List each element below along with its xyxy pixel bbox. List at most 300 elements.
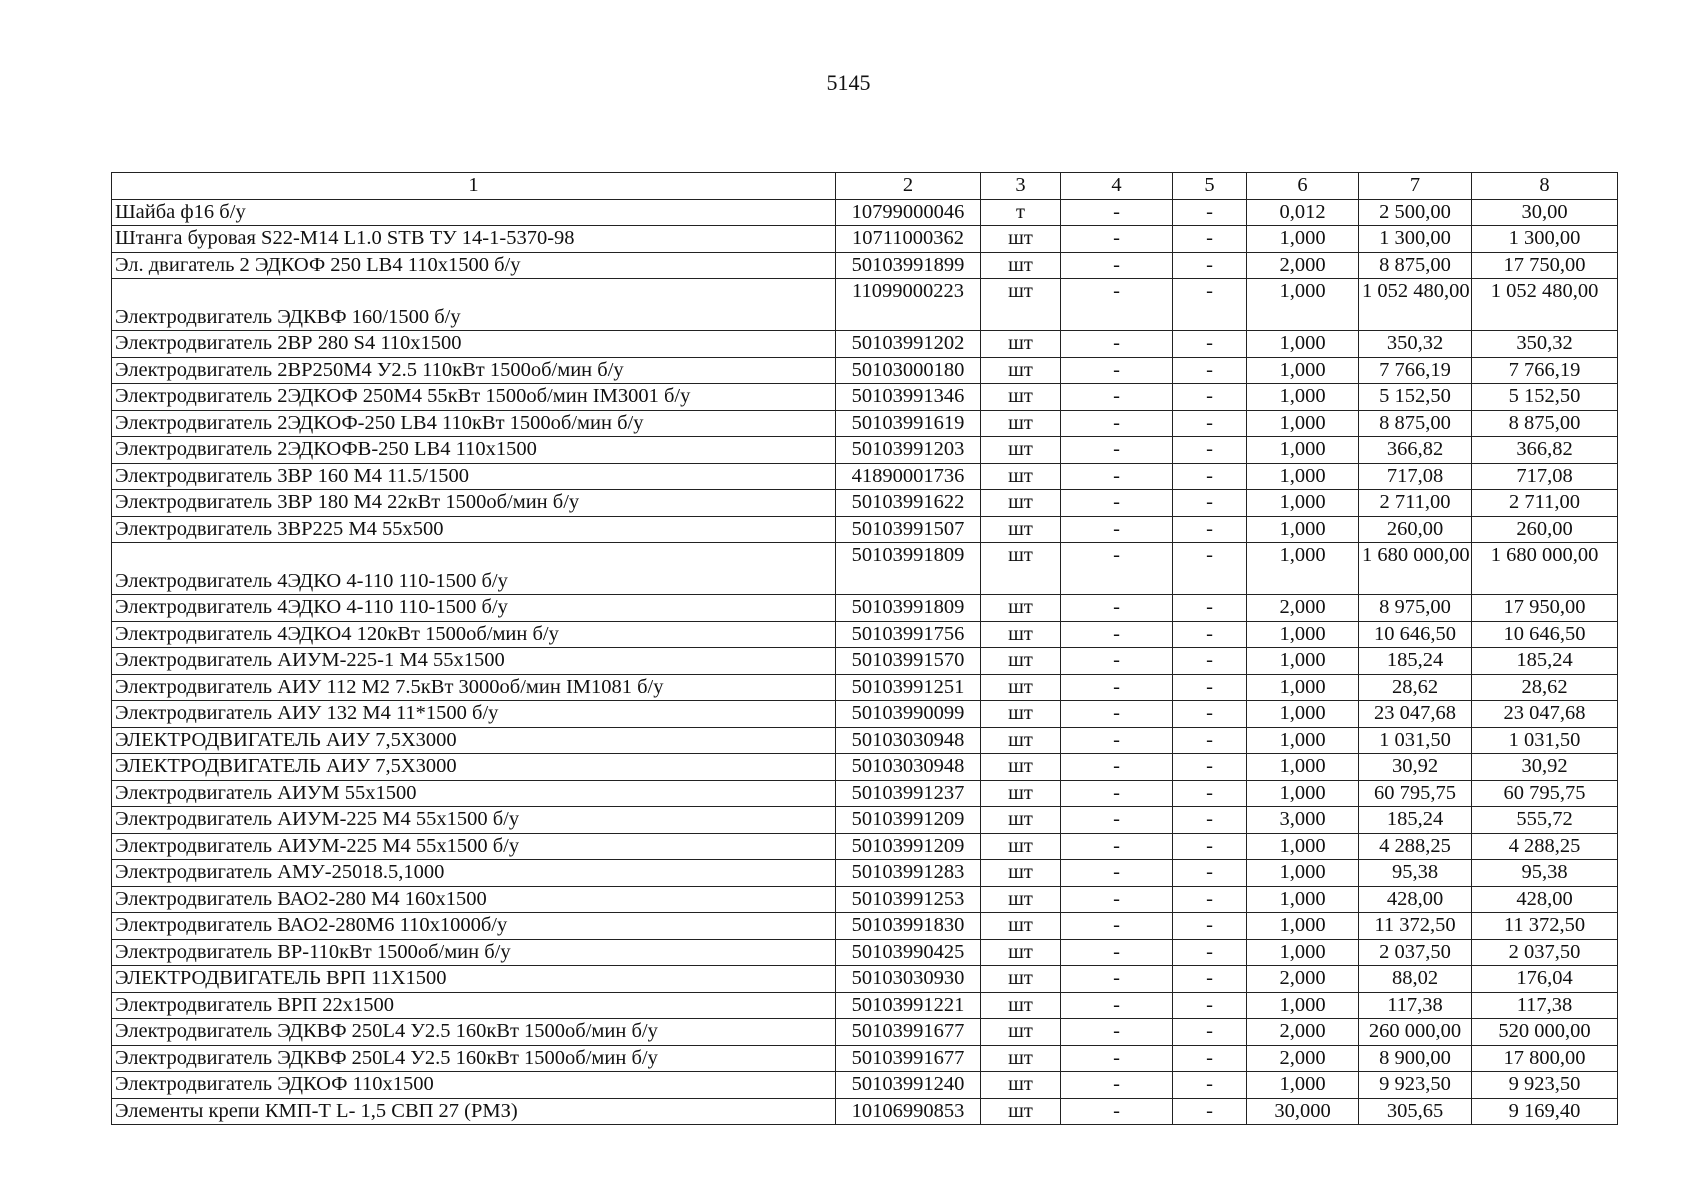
unit-cell: шт: [981, 279, 1061, 331]
item-name-cell: Электродвигатель 3ВР 180 М4 22кВт 1500об/мин б/у: [112, 490, 836, 517]
total-cell: 2 037,50: [1472, 939, 1618, 966]
col4-cell: -: [1061, 621, 1173, 648]
price-cell: 23 047,68: [1359, 701, 1472, 728]
col5-cell: -: [1173, 966, 1247, 993]
unit-cell: шт: [981, 543, 1061, 595]
unit-cell: шт: [981, 1019, 1061, 1046]
price-cell: 30,92: [1359, 754, 1472, 781]
item-name-cell: ЭЛЕКТРОДВИГАТЕЛЬ ВРП 11Х1500: [112, 966, 836, 993]
item-name-cell: Электродвигатель 2ЭДКОФВ-250 LB4 110х1500: [112, 437, 836, 464]
item-code-cell: 11099000223: [836, 279, 981, 331]
unit-cell: шт: [981, 807, 1061, 834]
item-name-cell: Электродвигатель 2ВР250М4 У2.5 110кВт 1500об/мин б/у: [112, 357, 836, 384]
item-name-cell: Электродвигатель 4ЭДКО 4-110 110-1500 б/у: [112, 595, 836, 622]
item-name-cell: Эл. двигатель 2 ЭДКОФ 250 LB4 110х1500 б/у: [112, 252, 836, 279]
table-row: [112, 674, 1618, 701]
col4-cell: -: [1061, 463, 1173, 490]
item-code-cell: 50103030948: [836, 727, 981, 754]
price-cell: 11 372,50: [1359, 913, 1472, 940]
unit-cell: шт: [981, 727, 1061, 754]
col4-cell: -: [1061, 1098, 1173, 1125]
item-code-cell: 50103000180: [836, 357, 981, 384]
table-row: [112, 780, 1618, 807]
item-code-cell: 10799000046: [836, 199, 981, 226]
col4-cell: -: [1061, 331, 1173, 358]
unit-cell: шт: [981, 384, 1061, 411]
price-cell: 4 288,25: [1359, 833, 1472, 860]
col5-cell: -: [1173, 701, 1247, 728]
item-name-cell: Электродвигатель ЭДКВФ 160/1500 б/у: [112, 279, 836, 331]
table-row: [112, 913, 1618, 940]
quantity-cell: 1,000: [1247, 1072, 1359, 1099]
table-row: [112, 543, 1618, 595]
quantity-cell: 1,000: [1247, 674, 1359, 701]
col4-cell: -: [1061, 860, 1173, 887]
price-cell: 717,08: [1359, 463, 1472, 490]
unit-cell: шт: [981, 621, 1061, 648]
table-row: [112, 279, 1618, 331]
total-cell: 4 288,25: [1472, 833, 1618, 860]
col4-cell: -: [1061, 807, 1173, 834]
unit-cell: шт: [981, 833, 1061, 860]
quantity-cell: 1,000: [1247, 939, 1359, 966]
col4-cell: -: [1061, 833, 1173, 860]
unit-cell: шт: [981, 860, 1061, 887]
col4-cell: -: [1061, 490, 1173, 517]
total-cell: 9 169,40: [1472, 1098, 1618, 1125]
col4-cell: -: [1061, 886, 1173, 913]
quantity-cell: 1,000: [1247, 543, 1359, 595]
item-code-cell: 50103991240: [836, 1072, 981, 1099]
item-code-cell: 50103991830: [836, 913, 981, 940]
col5-cell: -: [1173, 833, 1247, 860]
table-row: [112, 252, 1618, 279]
price-cell: 60 795,75: [1359, 780, 1472, 807]
item-name-cell: ЭЛЕКТРОДВИГАТЕЛЬ АИУ 7,5Х3000: [112, 754, 836, 781]
item-name-cell: Электродвигатель АИУМ 55х1500: [112, 780, 836, 807]
table-row: [112, 939, 1618, 966]
item-name-cell: Электродвигатель 2ЭДКОФ-250 LB4 110кВт 1500об/мин б/у: [112, 410, 836, 437]
unit-cell: шт: [981, 754, 1061, 781]
quantity-cell: 1,000: [1247, 621, 1359, 648]
col4-cell: -: [1061, 727, 1173, 754]
price-cell: 1 300,00: [1359, 226, 1472, 253]
item-name-cell: Электродвигатель АИУ 112 М2 7.5кВт 3000об/мин IM1081 б/у: [112, 674, 836, 701]
item-name-cell: Электродвигатель 3ВР 160 М4 11.5/1500: [112, 463, 836, 490]
total-cell: 117,38: [1472, 992, 1618, 1019]
total-cell: 2 711,00: [1472, 490, 1618, 517]
item-name-cell: Электродвигатель 2ВР 280 S4 110х1500: [112, 331, 836, 358]
price-cell: 350,32: [1359, 331, 1472, 358]
total-cell: 520 000,00: [1472, 1019, 1618, 1046]
col4-cell: -: [1061, 410, 1173, 437]
col5-cell: -: [1173, 437, 1247, 464]
quantity-cell: 1,000: [1247, 437, 1359, 464]
unit-cell: шт: [981, 701, 1061, 728]
col-header-1: 1: [112, 173, 836, 200]
price-cell: 95,38: [1359, 860, 1472, 887]
col4-cell: -: [1061, 1019, 1173, 1046]
col-header-7: 7: [1359, 173, 1472, 200]
quantity-cell: 1,000: [1247, 490, 1359, 517]
total-cell: 30,92: [1472, 754, 1618, 781]
table-row: [112, 833, 1618, 860]
unit-cell: шт: [981, 674, 1061, 701]
item-name-cell: Элементы крепи КМП-Т L- 1,5 СВП 27 (РМЗ): [112, 1098, 836, 1125]
unit-cell: шт: [981, 331, 1061, 358]
col4-cell: -: [1061, 1045, 1173, 1072]
item-code-cell: 10106990853: [836, 1098, 981, 1125]
table-row: [112, 410, 1618, 437]
price-cell: 9 923,50: [1359, 1072, 1472, 1099]
col4-cell: -: [1061, 226, 1173, 253]
total-cell: 28,62: [1472, 674, 1618, 701]
unit-cell: шт: [981, 886, 1061, 913]
item-code-cell: 50103030930: [836, 966, 981, 993]
item-code-cell: 50103991756: [836, 621, 981, 648]
price-cell: 185,24: [1359, 807, 1472, 834]
table-row: [112, 331, 1618, 358]
price-cell: 428,00: [1359, 886, 1472, 913]
quantity-cell: 1,000: [1247, 410, 1359, 437]
item-name-cell: ЭЛЕКТРОДВИГАТЕЛЬ АИУ 7,5Х3000: [112, 727, 836, 754]
table-row: [112, 357, 1618, 384]
unit-cell: шт: [981, 1045, 1061, 1072]
quantity-cell: 1,000: [1247, 754, 1359, 781]
total-cell: 10 646,50: [1472, 621, 1618, 648]
total-cell: 1 052 480,00: [1472, 279, 1618, 331]
col4-cell: -: [1061, 913, 1173, 940]
total-cell: 428,00: [1472, 886, 1618, 913]
table-row: [112, 807, 1618, 834]
quantity-cell: 1,000: [1247, 516, 1359, 543]
total-cell: 60 795,75: [1472, 780, 1618, 807]
price-cell: 260,00: [1359, 516, 1472, 543]
total-cell: 11 372,50: [1472, 913, 1618, 940]
price-cell: 185,24: [1359, 648, 1472, 675]
total-cell: 17 950,00: [1472, 595, 1618, 622]
item-code-cell: 50103991346: [836, 384, 981, 411]
price-cell: 28,62: [1359, 674, 1472, 701]
item-name-cell: Электродвигатель АИУМ-225 М4 55х1500 б/у: [112, 807, 836, 834]
item-code-cell: 50103991809: [836, 595, 981, 622]
table-row: [112, 966, 1618, 993]
item-code-cell: 50103991209: [836, 807, 981, 834]
item-code-cell: 50103991677: [836, 1045, 981, 1072]
total-cell: 350,32: [1472, 331, 1618, 358]
quantity-cell: 1,000: [1247, 886, 1359, 913]
unit-cell: шт: [981, 1072, 1061, 1099]
quantity-cell: 2,000: [1247, 1019, 1359, 1046]
total-cell: 95,38: [1472, 860, 1618, 887]
quantity-cell: 1,000: [1247, 463, 1359, 490]
item-name-cell: Электродвигатель ЭДКВФ 250L4 У2.5 160кВт 1500об/мин б/у: [112, 1019, 836, 1046]
item-code-cell: 50103991251: [836, 674, 981, 701]
price-cell: 260 000,00: [1359, 1019, 1472, 1046]
price-cell: 8 875,00: [1359, 252, 1472, 279]
header-row: [112, 173, 1618, 200]
quantity-cell: 1,000: [1247, 860, 1359, 887]
price-cell: 366,82: [1359, 437, 1472, 464]
col4-cell: -: [1061, 279, 1173, 331]
item-code-cell: 50103991221: [836, 992, 981, 1019]
price-cell: 2 711,00: [1359, 490, 1472, 517]
col5-cell: -: [1173, 727, 1247, 754]
unit-cell: шт: [981, 463, 1061, 490]
col-header-6: 6: [1247, 173, 1359, 200]
unit-cell: т: [981, 199, 1061, 226]
unit-cell: шт: [981, 992, 1061, 1019]
quantity-cell: 1,000: [1247, 701, 1359, 728]
item-name-cell: Электродвигатель 2ЭДКОФ 250М4 55кВт 1500об/мин IM3001 б/у: [112, 384, 836, 411]
table-row: [112, 621, 1618, 648]
total-cell: 9 923,50: [1472, 1072, 1618, 1099]
col5-cell: -: [1173, 199, 1247, 226]
col-header-5: 5: [1173, 173, 1247, 200]
col5-cell: -: [1173, 754, 1247, 781]
table-row: [112, 648, 1618, 675]
price-cell: 10 646,50: [1359, 621, 1472, 648]
item-name-cell: Электродвигатель АИУМ-225 М4 55х1500 б/у: [112, 833, 836, 860]
item-code-cell: 50103991202: [836, 331, 981, 358]
col4-cell: -: [1061, 516, 1173, 543]
quantity-cell: 3,000: [1247, 807, 1359, 834]
item-code-cell: 50103991209: [836, 833, 981, 860]
unit-cell: шт: [981, 648, 1061, 675]
col5-cell: -: [1173, 621, 1247, 648]
total-cell: 366,82: [1472, 437, 1618, 464]
table-row: [112, 701, 1618, 728]
col-header-4: 4: [1061, 173, 1173, 200]
table-row: [112, 1072, 1618, 1099]
quantity-cell: 2,000: [1247, 966, 1359, 993]
col5-cell: -: [1173, 780, 1247, 807]
col4-cell: -: [1061, 543, 1173, 595]
col5-cell: -: [1173, 357, 1247, 384]
col4-cell: -: [1061, 199, 1173, 226]
col5-cell: -: [1173, 1072, 1247, 1099]
unit-cell: шт: [981, 966, 1061, 993]
quantity-cell: 2,000: [1247, 252, 1359, 279]
item-code-cell: 50103991677: [836, 1019, 981, 1046]
price-cell: 8 875,00: [1359, 410, 1472, 437]
table-row: [112, 490, 1618, 517]
total-cell: 176,04: [1472, 966, 1618, 993]
total-cell: 8 875,00: [1472, 410, 1618, 437]
item-name-cell: Электродвигатель ВР-110кВт 1500об/мин б/у: [112, 939, 836, 966]
price-cell: 1 680 000,00: [1359, 543, 1472, 595]
col5-cell: -: [1173, 252, 1247, 279]
inventory-table: [111, 172, 1618, 1125]
col4-cell: -: [1061, 939, 1173, 966]
col5-cell: -: [1173, 331, 1247, 358]
col4-cell: -: [1061, 966, 1173, 993]
quantity-cell: 1,000: [1247, 913, 1359, 940]
item-name-cell: Шайба ф16 б/у: [112, 199, 836, 226]
item-code-cell: 50103991899: [836, 252, 981, 279]
total-cell: 23 047,68: [1472, 701, 1618, 728]
price-cell: 5 152,50: [1359, 384, 1472, 411]
unit-cell: шт: [981, 780, 1061, 807]
col4-cell: -: [1061, 384, 1173, 411]
quantity-cell: 1,000: [1247, 992, 1359, 1019]
item-code-cell: 50103991237: [836, 780, 981, 807]
quantity-cell: 1,000: [1247, 727, 1359, 754]
col4-cell: -: [1061, 595, 1173, 622]
total-cell: 555,72: [1472, 807, 1618, 834]
item-name-cell: Электродвигатель ЭДКОФ 110х1500: [112, 1072, 836, 1099]
item-code-cell: 50103991570: [836, 648, 981, 675]
item-code-cell: 41890001736: [836, 463, 981, 490]
col4-cell: -: [1061, 674, 1173, 701]
quantity-cell: 1,000: [1247, 357, 1359, 384]
total-cell: 185,24: [1472, 648, 1618, 675]
col4-cell: -: [1061, 780, 1173, 807]
col-header-2: 2: [836, 173, 981, 200]
item-code-cell: 50103991507: [836, 516, 981, 543]
unit-cell: шт: [981, 357, 1061, 384]
item-name-cell: Электродвигатель ВАО2-280М6 110х1000б/у: [112, 913, 836, 940]
table-row: [112, 1045, 1618, 1072]
col4-cell: -: [1061, 1072, 1173, 1099]
col4-cell: -: [1061, 992, 1173, 1019]
item-code-cell: 50103990099: [836, 701, 981, 728]
col5-cell: -: [1173, 516, 1247, 543]
price-cell: 88,02: [1359, 966, 1472, 993]
price-cell: 305,65: [1359, 1098, 1472, 1125]
col4-cell: -: [1061, 252, 1173, 279]
table-row: [112, 595, 1618, 622]
total-cell: 1 680 000,00: [1472, 543, 1618, 595]
price-cell: 2 500,00: [1359, 199, 1472, 226]
table-row: [112, 727, 1618, 754]
col5-cell: -: [1173, 1045, 1247, 1072]
price-cell: 1 031,50: [1359, 727, 1472, 754]
col5-cell: -: [1173, 674, 1247, 701]
quantity-cell: 1,000: [1247, 279, 1359, 331]
table-row: [112, 516, 1618, 543]
total-cell: 5 152,50: [1472, 384, 1618, 411]
price-cell: 8 900,00: [1359, 1045, 1472, 1072]
quantity-cell: 30,000: [1247, 1098, 1359, 1125]
item-name-cell: Электродвигатель АИУМ-225-1 М4 55х1500: [112, 648, 836, 675]
item-name-cell: Электродвигатель ЭДКВФ 250L4 У2.5 160кВт 1500об/мин б/у: [112, 1045, 836, 1072]
col5-cell: -: [1173, 410, 1247, 437]
col5-cell: -: [1173, 463, 1247, 490]
item-code-cell: 50103030948: [836, 754, 981, 781]
unit-cell: шт: [981, 226, 1061, 253]
quantity-cell: 1,000: [1247, 833, 1359, 860]
unit-cell: шт: [981, 410, 1061, 437]
table-row: [112, 992, 1618, 1019]
total-cell: 17 750,00: [1472, 252, 1618, 279]
col4-cell: -: [1061, 648, 1173, 675]
table-row: [112, 463, 1618, 490]
col5-cell: -: [1173, 1098, 1247, 1125]
price-cell: 1 052 480,00: [1359, 279, 1472, 331]
unit-cell: шт: [981, 1098, 1061, 1125]
col-header-3: 3: [981, 173, 1061, 200]
unit-cell: шт: [981, 595, 1061, 622]
total-cell: 1 300,00: [1472, 226, 1618, 253]
total-cell: 17 800,00: [1472, 1045, 1618, 1072]
table-row: [112, 199, 1618, 226]
col5-cell: -: [1173, 595, 1247, 622]
item-name-cell: Электродвигатель АМУ-25018.5,1000: [112, 860, 836, 887]
unit-cell: шт: [981, 437, 1061, 464]
table-row: [112, 226, 1618, 253]
item-name-cell: Штанга буровая S22-M14 L1.0 STB ТУ 14-1-5370-98: [112, 226, 836, 253]
table-row: [112, 1019, 1618, 1046]
item-name-cell: Электродвигатель ВАО2-280 М4 160х1500: [112, 886, 836, 913]
item-name-cell: Электродвигатель АИУ 132 М4 11*1500 б/у: [112, 701, 836, 728]
col5-cell: -: [1173, 939, 1247, 966]
total-cell: 260,00: [1472, 516, 1618, 543]
unit-cell: шт: [981, 913, 1061, 940]
col4-cell: -: [1061, 437, 1173, 464]
item-code-cell: 10711000362: [836, 226, 981, 253]
price-cell: 7 766,19: [1359, 357, 1472, 384]
col5-cell: -: [1173, 1019, 1247, 1046]
item-name-cell: Электродвигатель 4ЭДКО4 120кВт 1500об/мин б/у: [112, 621, 836, 648]
item-name-cell: Электродвигатель 3ВР225 М4 55х500: [112, 516, 836, 543]
item-code-cell: 50103991619: [836, 410, 981, 437]
col5-cell: -: [1173, 279, 1247, 331]
item-code-cell: 50103991809: [836, 543, 981, 595]
quantity-cell: 2,000: [1247, 595, 1359, 622]
page-number: 5145: [826, 70, 871, 95]
col4-cell: -: [1061, 701, 1173, 728]
col5-cell: -: [1173, 490, 1247, 517]
quantity-cell: 1,000: [1247, 384, 1359, 411]
price-cell: 8 975,00: [1359, 595, 1472, 622]
total-cell: 30,00: [1472, 199, 1618, 226]
quantity-cell: 0,012: [1247, 199, 1359, 226]
table-row: [112, 754, 1618, 781]
unit-cell: шт: [981, 252, 1061, 279]
table-row: [112, 1098, 1618, 1125]
col-header-8: 8: [1472, 173, 1618, 200]
quantity-cell: 1,000: [1247, 331, 1359, 358]
col5-cell: -: [1173, 860, 1247, 887]
item-name-cell: Электродвигатель ВРП 22х1500: [112, 992, 836, 1019]
col5-cell: -: [1173, 226, 1247, 253]
col5-cell: -: [1173, 648, 1247, 675]
unit-cell: шт: [981, 516, 1061, 543]
total-cell: 717,08: [1472, 463, 1618, 490]
price-cell: 2 037,50: [1359, 939, 1472, 966]
col5-cell: -: [1173, 384, 1247, 411]
col4-cell: -: [1061, 754, 1173, 781]
table-row: [112, 437, 1618, 464]
quantity-cell: 1,000: [1247, 648, 1359, 675]
quantity-cell: 2,000: [1247, 1045, 1359, 1072]
col5-cell: -: [1173, 913, 1247, 940]
table-row: [112, 860, 1618, 887]
item-name-cell: Электродвигатель 4ЭДКО 4-110 110-1500 б/у: [112, 543, 836, 595]
item-code-cell: 50103991622: [836, 490, 981, 517]
quantity-cell: 1,000: [1247, 226, 1359, 253]
col5-cell: -: [1173, 992, 1247, 1019]
col4-cell: -: [1061, 357, 1173, 384]
col5-cell: -: [1173, 543, 1247, 595]
item-code-cell: 50103991253: [836, 886, 981, 913]
unit-cell: шт: [981, 939, 1061, 966]
item-code-cell: 50103990425: [836, 939, 981, 966]
table-body: [112, 199, 1618, 1125]
col5-cell: -: [1173, 807, 1247, 834]
item-code-cell: 50103991283: [836, 860, 981, 887]
